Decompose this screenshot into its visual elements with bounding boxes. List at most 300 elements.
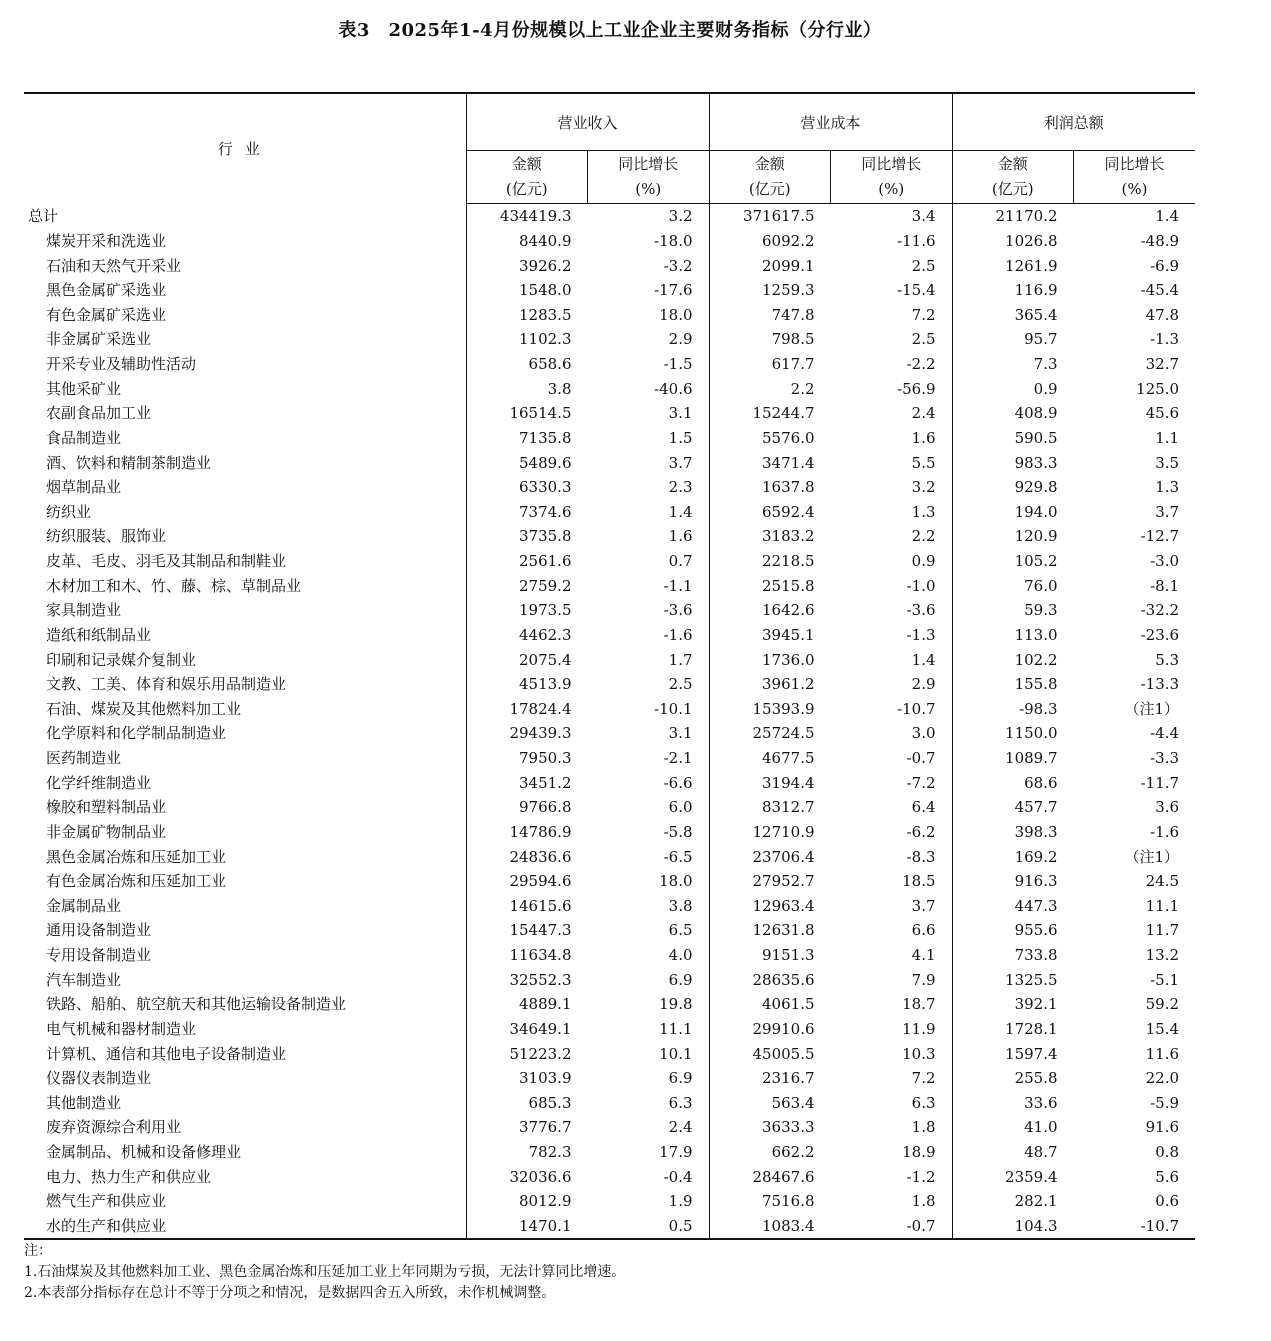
profit-growth-cell: 3.7	[1155, 502, 1180, 521]
profit-amount-cell: 1325.5	[1005, 970, 1058, 989]
industry-name: 专用设备制造业	[24, 943, 466, 968]
profit-growth-cell: -32.2	[1140, 601, 1180, 620]
cost-growth-cell: 2.5	[831, 327, 953, 352]
cost-amount-cell: 1259.3	[762, 281, 815, 300]
cost-growth-cell: 11.9	[831, 1017, 953, 1042]
revenue-amount-cell: 7374.6	[519, 502, 572, 521]
profit-growth-cell: 13.2	[1145, 946, 1180, 965]
revenue-amount-cell: 1470.1	[466, 1214, 588, 1240]
industry-name: 食品制造业	[24, 426, 466, 451]
cost-growth-cell: -11.6	[831, 229, 953, 254]
industry-header: 行业	[24, 93, 466, 204]
profit-growth-cell: 47.8	[1145, 305, 1180, 324]
cost-amount-cell: 45005.5	[752, 1044, 815, 1063]
industry-name: 纺织业	[24, 500, 466, 525]
revenue-amount-cell: 3.8	[547, 379, 572, 398]
table-row	[24, 894, 1195, 919]
profit-growth-cell: 0.8	[1155, 1143, 1180, 1162]
note-item: 2.本表部分指标存在总计不等于分项之和情况，是数据四舍五入所致，未作机械调整。	[24, 1285, 556, 1301]
revenue-amount-cell: 3451.2	[519, 773, 572, 792]
cost-growth-cell: 4.1	[831, 943, 953, 968]
revenue-amount-cell: 3735.8	[519, 527, 572, 546]
table-row	[24, 303, 1195, 328]
industry-name: 医药制造业	[24, 746, 466, 771]
revenue-growth-cell: 6.9	[588, 1066, 710, 1091]
revenue-growth-cell: 17.9	[588, 1140, 710, 1165]
profit-amount-cell: 41.0	[1024, 1118, 1058, 1137]
cost-amount-cell: 23706.4	[752, 847, 815, 866]
profit-amount-cell: 916.3	[1014, 872, 1058, 891]
revenue-growth-cell: 0.5	[588, 1214, 710, 1240]
revenue-amount-cell: 14615.6	[509, 896, 572, 915]
cost-amount-cell: 747.8	[771, 305, 815, 324]
table-row	[24, 697, 1195, 722]
cost-growth-cell: 18.7	[831, 992, 953, 1017]
cost-growth-cell: 6.6	[831, 918, 953, 943]
profit-amount-cell: 929.8	[1014, 478, 1058, 497]
table-row	[24, 524, 1195, 549]
cost-growth-cell: -0.7	[831, 746, 953, 771]
table-row	[24, 376, 1195, 401]
revenue-amount-cell: 34649.1	[509, 1019, 572, 1038]
revenue-growth-cell: 10.1	[588, 1041, 710, 1066]
cost-growth-cell: -1.0	[831, 573, 953, 598]
industry-name: 木材加工和木、竹、藤、棕、草制品业	[24, 573, 466, 598]
revenue-growth-cell: -17.6	[588, 278, 710, 303]
revenue-growth-cell: -1.5	[588, 352, 710, 377]
revenue-growth-cell: 0.7	[588, 549, 710, 574]
table-row	[24, 623, 1195, 648]
profit-growth-cell: -10.7	[1074, 1214, 1196, 1240]
cost-amount-cell: 563.4	[771, 1093, 815, 1112]
revenue-amount-cell: 1548.0	[519, 281, 572, 300]
industry-name: 黑色金属矿采选业	[24, 278, 466, 303]
revenue-growth-cell: 3.1	[588, 401, 710, 426]
cost-amount-cell: 15244.7	[752, 404, 815, 423]
revenue-growth-cell: -1.6	[588, 623, 710, 648]
cost-amount-cell: 3194.4	[762, 773, 815, 792]
cost-amount-cell: 2515.8	[762, 576, 815, 595]
table-row	[24, 844, 1195, 869]
revenue-amount-cell: 2561.6	[519, 552, 572, 571]
cost-amount-cell: 29910.6	[752, 1019, 815, 1038]
amount-subheader: 金额 (亿元)	[709, 151, 831, 204]
cost-growth-cell: 3.0	[831, 721, 953, 746]
revenue-amount-cell: 6330.3	[519, 478, 572, 497]
table-row	[24, 573, 1195, 598]
revenue-amount-cell: 4513.9	[519, 675, 572, 694]
industry-name: 总计	[24, 204, 466, 229]
industry-name: 汽车制造业	[24, 967, 466, 992]
profit-amount-cell: 155.8	[1014, 675, 1058, 694]
cost-growth-cell: -8.3	[831, 844, 953, 869]
revenue-amount-cell: 24836.6	[509, 847, 572, 866]
cost-amount-cell: 1642.6	[762, 601, 815, 620]
table-row	[24, 795, 1195, 820]
profit-amount-cell: 733.8	[1014, 946, 1058, 965]
growth-subheader: 同比增长 (%)	[831, 151, 953, 204]
revenue-growth-cell: 2.3	[588, 475, 710, 500]
revenue-growth-cell: 3.8	[588, 894, 710, 919]
table-row	[24, 500, 1195, 525]
industry-name: 水的生产和供应业	[24, 1214, 466, 1240]
cost-growth-cell: 1.4	[831, 647, 953, 672]
industry-name: 煤炭开采和洗选业	[24, 229, 466, 254]
profit-amount-cell: 0.9	[1033, 379, 1058, 398]
revenue-growth-cell: -5.8	[588, 820, 710, 845]
industry-name: 化学纤维制造业	[24, 770, 466, 795]
table-row	[24, 918, 1195, 943]
table-row	[24, 549, 1195, 574]
growth-subheader: 同比增长 (%)	[1074, 151, 1196, 204]
revenue-amount-cell: 7950.3	[519, 749, 572, 768]
revenue-growth-cell: 2.5	[588, 672, 710, 697]
revenue-growth-cell: -0.4	[588, 1164, 710, 1189]
industry-name: 黑色金属冶炼和压延加工业	[24, 844, 466, 869]
profit-amount-cell: 76.0	[1024, 576, 1058, 595]
industry-name: 皮革、毛皮、羽毛及其制品和制鞋业	[24, 549, 466, 574]
profit-growth-cell: -12.7	[1140, 527, 1180, 546]
profit-growth-cell: -3.0	[1150, 552, 1180, 571]
profit-amount-cell: 457.7	[1014, 798, 1058, 817]
revenue-growth-cell: 11.1	[588, 1017, 710, 1042]
profit-amount-cell: 105.2	[1014, 552, 1058, 571]
cost-amount-cell: 2.2	[790, 379, 815, 398]
cost-growth-cell: -2.2	[831, 352, 953, 377]
profit-amount-cell: 95.7	[1024, 330, 1058, 349]
profit-amount-cell: 983.3	[1014, 453, 1058, 472]
table-row	[24, 229, 1195, 254]
revenue-amount-cell: 32552.3	[509, 970, 572, 989]
profit-growth-cell: 22.0	[1145, 1069, 1180, 1088]
cost-amount-cell: 6592.4	[762, 502, 815, 521]
cost-amount-cell: 15393.9	[752, 699, 815, 718]
profit-growth-cell: -23.6	[1140, 625, 1180, 644]
revenue-amount-cell: 434419.3	[499, 207, 572, 226]
revenue-growth-cell: 2.9	[588, 327, 710, 352]
profit-amount-cell: 194.0	[1014, 502, 1058, 521]
table-row	[24, 401, 1195, 426]
profit-growth-cell: 1.3	[1155, 478, 1180, 497]
profit-amount-cell: 1728.1	[1005, 1019, 1058, 1038]
cost-amount-cell: 4677.5	[762, 749, 815, 768]
cost-growth-cell: 3.2	[831, 475, 953, 500]
industry-name: 非金属矿物制品业	[24, 820, 466, 845]
profit-amount-cell: 68.6	[1024, 773, 1058, 792]
cost-growth-cell: 6.3	[831, 1091, 953, 1116]
revenue-growth-cell: -6.6	[588, 770, 710, 795]
profit-amount-cell: 1597.4	[1005, 1044, 1058, 1063]
profit-growth-cell: 3.5	[1155, 453, 1180, 472]
cost-amount-cell: 3471.4	[762, 453, 815, 472]
industry-name: 其他制造业	[24, 1091, 466, 1116]
table-row	[24, 647, 1195, 672]
revenue-growth-cell: 6.3	[588, 1091, 710, 1116]
cost-amount-cell: 7516.8	[762, 1192, 815, 1211]
revenue-growth-cell: 1.6	[588, 524, 710, 549]
cost-amount-cell: 12963.4	[752, 896, 815, 915]
profit-growth-cell: -3.3	[1150, 749, 1180, 768]
cost-amount-cell: 3961.2	[762, 675, 815, 694]
cost-amount-cell: 1083.4	[709, 1214, 831, 1240]
revenue-growth-cell: 3.2	[588, 204, 710, 229]
revenue-growth-cell: 1.9	[588, 1189, 710, 1214]
table-row	[24, 672, 1195, 697]
table-row	[24, 746, 1195, 771]
profit-amount-cell: 169.2	[1014, 847, 1058, 866]
industry-name: 开采专业及辅助性活动	[24, 352, 466, 377]
profit-growth-cell: -6.9	[1150, 256, 1180, 275]
cost-amount-cell: 371617.5	[742, 207, 815, 226]
cost-amount-cell: 798.5	[771, 330, 815, 349]
table-row	[24, 992, 1195, 1017]
profit-growth-cell: 11.7	[1145, 921, 1180, 940]
industry-name: 金属制品业	[24, 894, 466, 919]
profit-amount-cell: 282.1	[1014, 1192, 1058, 1211]
note-item: 1.石油煤炭及其他燃料加工业、黑色金属冶炼和压延加工业上年同期为亏损，无法计算同比增速。	[24, 1264, 626, 1280]
industry-name: 其他采矿业	[24, 376, 466, 401]
industry-name: 废弃资源综合利用业	[24, 1115, 466, 1140]
revenue-amount-cell: 1973.5	[519, 601, 572, 620]
revenue-growth-cell: -2.1	[588, 746, 710, 771]
revenue-amount-cell: 1283.5	[519, 305, 572, 324]
cost-growth-cell: -10.7	[831, 697, 953, 722]
profit-growth-cell: 1.4	[1155, 207, 1180, 226]
total-row	[24, 204, 1195, 229]
industry-name: 非金属矿采选业	[24, 327, 466, 352]
revenue-amount-cell: 2075.4	[519, 650, 572, 669]
industry-name: 通用设备制造业	[24, 918, 466, 943]
cost-amount-cell: 3945.1	[762, 625, 815, 644]
cost-growth-cell: 2.2	[831, 524, 953, 549]
profit-growth-cell: -5.1	[1150, 970, 1180, 989]
profit-growth-cell: 3.6	[1155, 798, 1180, 817]
cost-growth-cell: -15.4	[831, 278, 953, 303]
cost-amount-cell: 12710.9	[752, 822, 815, 841]
profit-amount-cell: -98.3	[1019, 699, 1058, 718]
profit-growth-cell: -13.3	[1140, 675, 1180, 694]
revenue-growth-cell: -3.6	[588, 598, 710, 623]
profit-growth-cell: -11.7	[1140, 773, 1180, 792]
industry-name: 燃气生产和供应业	[24, 1189, 466, 1214]
notes-label: 注：	[24, 1243, 52, 1259]
table-row	[24, 426, 1195, 451]
profit-growth-cell: 32.7	[1145, 355, 1180, 374]
cost-growth-cell: -0.7	[831, 1214, 953, 1240]
cost-amount-cell: 3633.3	[762, 1118, 815, 1137]
industry-name: 文教、工美、体育和娱乐用品制造业	[24, 672, 466, 697]
profit-amount-cell: 33.6	[1024, 1093, 1058, 1112]
revenue-amount-cell: 2759.2	[519, 576, 572, 595]
industry-name: 橡胶和塑料制品业	[24, 795, 466, 820]
cost-growth-cell: -1.3	[831, 623, 953, 648]
profit-growth-cell: -45.4	[1140, 281, 1180, 300]
cost-growth-cell: 10.3	[831, 1041, 953, 1066]
industry-name: 农副食品加工业	[24, 401, 466, 426]
cost-amount-cell: 1637.8	[762, 478, 815, 497]
revenue-amount-cell: 14786.9	[509, 822, 572, 841]
cost-growth-cell: -56.9	[831, 376, 953, 401]
profit-amount-cell: 59.3	[1024, 601, 1058, 620]
profit-amount-cell: 21170.2	[995, 207, 1058, 226]
profit-growth-cell: 24.5	[1145, 872, 1180, 891]
cost-amount-cell: 2099.1	[762, 256, 815, 275]
table-row	[24, 1041, 1195, 1066]
profit-growth-cell: -1.6	[1150, 822, 1180, 841]
revenue-amount-cell: 29439.3	[509, 724, 572, 743]
revenue-amount-cell: 3776.7	[519, 1118, 572, 1137]
profit-growth-cell: 11.6	[1145, 1044, 1180, 1063]
revenue-growth-cell: -18.0	[588, 229, 710, 254]
industry-name: 有色金属矿采选业	[24, 303, 466, 328]
profit-amount-cell: 447.3	[1014, 896, 1058, 915]
revenue-amount-cell: 3103.9	[519, 1069, 572, 1088]
revenue-growth-cell: 6.0	[588, 795, 710, 820]
cost-growth-cell: 0.9	[831, 549, 953, 574]
industry-name: 电力、热力生产和供应业	[24, 1164, 466, 1189]
cost-growth-cell: 7.9	[831, 967, 953, 992]
cost-growth-cell: 7.2	[831, 303, 953, 328]
profit-growth-cell: -8.1	[1150, 576, 1180, 595]
revenue-growth-cell: 18.0	[588, 303, 710, 328]
industry-name: 计算机、通信和其他电子设备制造业	[24, 1041, 466, 1066]
revenue-growth-cell: -1.1	[588, 573, 710, 598]
revenue-growth-cell: 1.5	[588, 426, 710, 451]
cost-amount-cell: 4061.5	[762, 995, 815, 1014]
revenue-growth-cell: 3.1	[588, 721, 710, 746]
revenue-amount-cell: 5489.6	[519, 453, 572, 472]
table-row	[24, 770, 1195, 795]
profit-amount-cell: 1026.8	[1005, 231, 1058, 250]
revenue-amount-cell: 1102.3	[519, 330, 572, 349]
amount-subheader: 金额 (亿元)	[466, 151, 588, 204]
cost-amount-cell: 617.7	[771, 355, 815, 374]
cost-amount-cell: 12631.8	[752, 921, 815, 940]
table-row	[24, 820, 1195, 845]
cost-growth-cell: 18.5	[831, 869, 953, 894]
cost-header: 营业成本	[709, 93, 952, 151]
table-row	[24, 475, 1195, 500]
revenue-growth-cell: -40.6	[588, 376, 710, 401]
table-row	[24, 943, 1195, 968]
profit-amount-cell: 120.9	[1014, 527, 1058, 546]
profit-amount-cell: 2359.4	[1005, 1167, 1058, 1186]
industry-name: 造纸和纸制品业	[24, 623, 466, 648]
cost-amount-cell: 2316.7	[762, 1069, 815, 1088]
table-row	[24, 967, 1195, 992]
cost-amount-cell: 28635.6	[752, 970, 815, 989]
table-row	[24, 1189, 1195, 1214]
profit-amount-cell: 102.2	[1014, 650, 1058, 669]
revenue-amount-cell: 51223.2	[509, 1044, 572, 1063]
revenue-growth-cell: 1.4	[588, 500, 710, 525]
profit-growth-cell: -48.9	[1140, 231, 1180, 250]
profit-growth-cell: 125.0	[1136, 379, 1180, 398]
revenue-growth-cell: 4.0	[588, 943, 710, 968]
revenue-amount-cell: 29594.6	[509, 872, 572, 891]
profit-growth-cell: （注1）	[1124, 699, 1180, 718]
table-row	[24, 352, 1195, 377]
revenue-amount-cell: 685.3	[528, 1093, 572, 1112]
cost-growth-cell: 3.7	[831, 894, 953, 919]
revenue-amount-cell: 8440.9	[519, 231, 572, 250]
revenue-growth-cell: 6.9	[588, 967, 710, 992]
profit-amount-cell: 365.4	[1014, 305, 1058, 324]
table-row	[24, 598, 1195, 623]
cost-amount-cell: 27952.7	[752, 872, 815, 891]
profit-growth-cell: 0.6	[1155, 1192, 1180, 1211]
profit-amount-cell: 1261.9	[1005, 256, 1058, 275]
revenue-amount-cell: 15447.3	[509, 921, 572, 940]
table-row	[24, 1091, 1195, 1116]
profit-amount-cell: 7.3	[1033, 355, 1058, 374]
table-row	[24, 327, 1195, 352]
table-row	[24, 869, 1195, 894]
revenue-growth-cell: 19.8	[588, 992, 710, 1017]
cost-amount-cell: 1736.0	[762, 650, 815, 669]
table-row	[24, 721, 1195, 746]
cost-growth-cell: -6.2	[831, 820, 953, 845]
profit-growth-cell: 15.4	[1145, 1019, 1180, 1038]
profit-amount-cell: 392.1	[1014, 995, 1058, 1014]
profit-amount-cell: 113.0	[1014, 625, 1058, 644]
industry-name: 石油、煤炭及其他燃料加工业	[24, 697, 466, 722]
table-row	[24, 253, 1195, 278]
cost-growth-cell: 3.4	[831, 204, 953, 229]
table-row	[24, 450, 1195, 475]
cost-growth-cell: 7.2	[831, 1066, 953, 1091]
revenue-amount-cell: 9766.8	[519, 798, 572, 817]
cost-growth-cell: 1.6	[831, 426, 953, 451]
revenue-amount-cell: 11634.8	[509, 946, 572, 965]
revenue-amount-cell: 16514.5	[509, 404, 572, 423]
industry-name: 有色金属冶炼和压延加工业	[24, 869, 466, 894]
revenue-amount-cell: 8012.9	[519, 1192, 572, 1211]
table-row	[24, 1140, 1195, 1165]
revenue-growth-cell: -6.5	[588, 844, 710, 869]
table-row	[24, 1066, 1195, 1091]
revenue-amount-cell: 32036.6	[509, 1167, 572, 1186]
profit-growth-cell: 91.6	[1145, 1118, 1180, 1137]
profit-growth-cell: -5.9	[1150, 1093, 1180, 1112]
cost-growth-cell: 6.4	[831, 795, 953, 820]
revenue-growth-cell: -10.1	[588, 697, 710, 722]
profit-amount-cell: 590.5	[1014, 428, 1058, 447]
table-row	[24, 1115, 1195, 1140]
industry-name: 铁路、船舶、航空航天和其他运输设备制造业	[24, 992, 466, 1017]
industry-name: 家具制造业	[24, 598, 466, 623]
profit-amount-cell: 255.8	[1014, 1069, 1058, 1088]
cost-growth-cell: 5.5	[831, 450, 953, 475]
profit-growth-cell: 5.3	[1155, 650, 1180, 669]
revenue-amount-cell: 7135.8	[519, 428, 572, 447]
profit-header: 利润总额	[952, 93, 1195, 151]
industry-name: 化学原料和化学制品制造业	[24, 721, 466, 746]
profit-growth-cell: 45.6	[1145, 404, 1180, 423]
profit-growth-cell: -4.4	[1150, 724, 1180, 743]
profit-amount-cell: 955.6	[1014, 921, 1058, 940]
revenue-amount-cell: 3926.2	[519, 256, 572, 275]
industry-name: 烟草制品业	[24, 475, 466, 500]
revenue-amount-cell: 4462.3	[519, 625, 572, 644]
profit-growth-cell: -1.3	[1150, 330, 1180, 349]
industry-name: 纺织服装、服饰业	[24, 524, 466, 549]
amount-subheader: 金额 (亿元)	[952, 151, 1074, 204]
table-row	[24, 1164, 1195, 1189]
cost-growth-cell: 1.8	[831, 1115, 953, 1140]
industry-name: 酒、饮料和精制茶制造业	[24, 450, 466, 475]
financial-indicators-table	[24, 92, 1195, 1240]
